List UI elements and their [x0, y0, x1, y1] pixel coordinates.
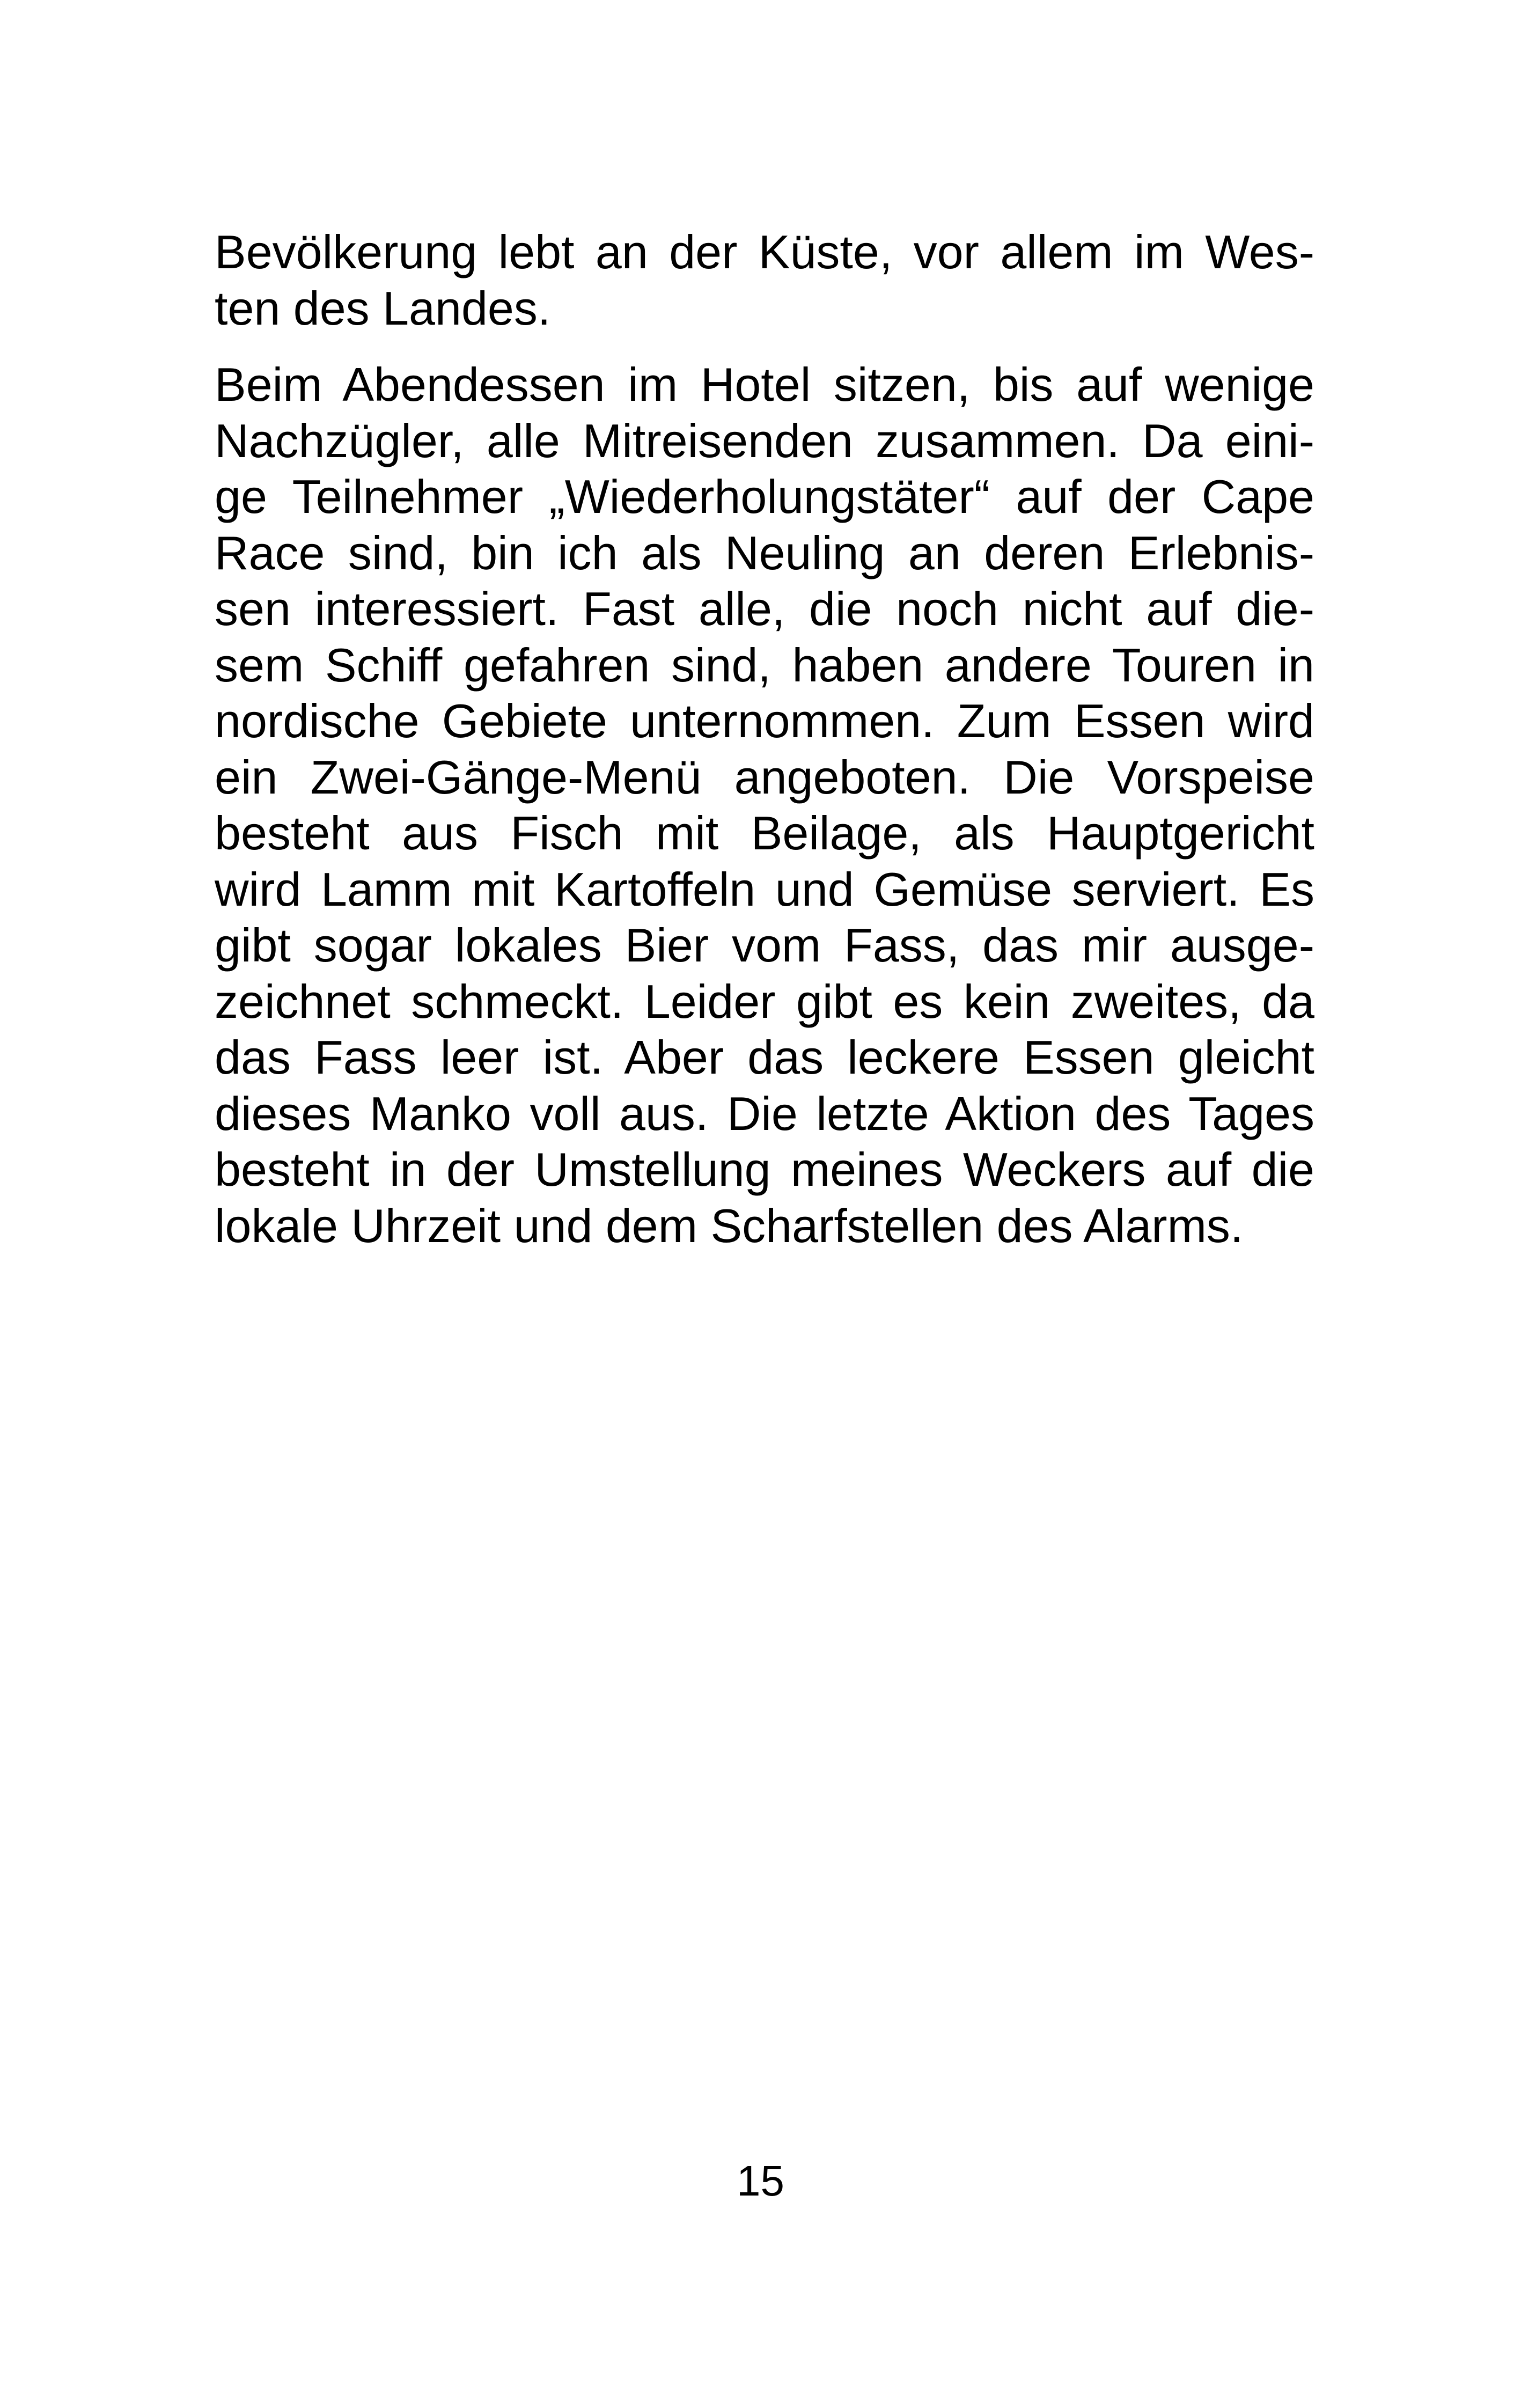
text-line: sem Schiff gefahren sind, haben andere Touren in	[215, 638, 1314, 692]
text-line: das Fass leer ist. Aber das leckere Essen gleicht	[215, 1031, 1314, 1084]
paragraph-spacer	[215, 336, 1314, 357]
text-line: ge Teilnehmer „Wiederholungstäter“ auf der Cape	[215, 470, 1314, 523]
text-line: Bevölkerung lebt an der Küste, vor allem im Wes-	[215, 225, 1314, 278]
text-line: lokale Uhrzeit und dem Scharfstellen des Alarms.	[215, 1199, 1244, 1252]
text-line: zeichnet schmeckt. Leider gibt es kein zweites, da	[215, 974, 1314, 1028]
text-line: besteht aus Fisch mit Beilage, als Hauptgericht	[215, 806, 1314, 860]
text-line: wird Lamm mit Kartoffeln und Gemüse serviert. Es	[215, 862, 1314, 916]
text-line: dieses Manko voll aus. Die letzte Aktion des Tages	[215, 1086, 1314, 1140]
text-line: sen interessiert. Fast alle, die noch nicht auf die-	[215, 582, 1314, 635]
text-line: besteht in der Umstellung meines Weckers auf die	[215, 1143, 1314, 1196]
text-line: ein Zwei-Gänge-Menü angeboten. Die Vorspeise	[215, 750, 1314, 804]
paragraph-1	[215, 224, 1314, 336]
text-line: nordische Gebiete unternommen. Zum Essen wird	[215, 694, 1314, 747]
text-line: Race sind, bin ich als Neuling an deren Erlebnis-	[215, 526, 1314, 579]
text-line: ten des Landes.	[215, 281, 551, 335]
text-line: gibt sogar lokales Bier vom Fass, das mir ausge-	[215, 919, 1314, 972]
page-number: 15	[737, 2157, 784, 2205]
text-line: Nachzügler, alle Mitreisenden zusammen. Da eini-	[215, 414, 1314, 467]
body-text	[215, 224, 1314, 1254]
text-line: Beim Abendessen im Hotel sitzen, bis auf wenige	[215, 358, 1314, 411]
paragraph-2	[215, 357, 1314, 1254]
